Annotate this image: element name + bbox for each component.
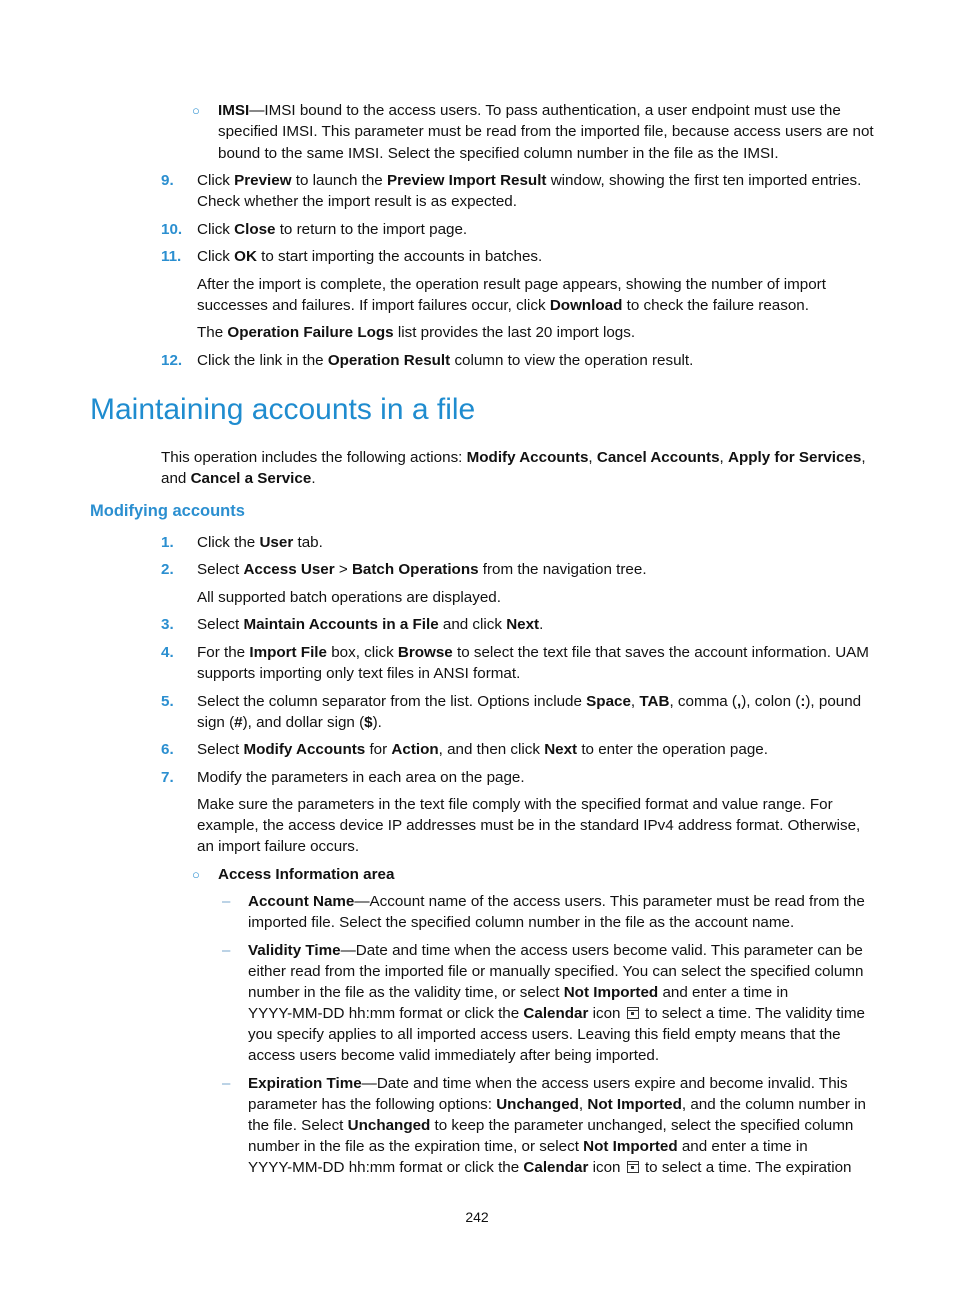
step-number: 11. (161, 248, 182, 265)
calendar-icon (627, 1007, 639, 1019)
dash-bullet-icon: – (222, 942, 231, 959)
step-number: 9. (161, 172, 174, 189)
expiration-line-5: YYYY-MM-DD hh:mm format or click the Calendar icon to select a time. The expiration (248, 1159, 852, 1176)
step-6-line: Select Modify Accounts for Action, and then click Next to enter the operation page. (197, 741, 768, 758)
step-number: 1. (161, 534, 174, 551)
page-number: 242 (465, 1209, 489, 1225)
intro-line-2: and Cancel a Service. (161, 470, 316, 487)
access-heading: Access Information area (218, 866, 395, 883)
step-number: 10. (161, 221, 183, 238)
expiration-line-4: number in the file as the expiration time, or select Not Imported and enter a time in (248, 1138, 808, 1155)
step-12-line: Click the link in the Operation Result column to view the operation result. (197, 352, 694, 369)
step-3-line: Select Maintain Accounts in a File and click Next. (197, 616, 544, 633)
validity-line-6: access users become valid immediately after being imported. (248, 1047, 660, 1064)
intro-line-1: This operation includes the following actions: Modify Accounts, Cancel Accounts, Apply for Services, (161, 449, 866, 466)
step-5-line-1: Select the column separator from the list. Options include Space, TAB, comma (,), colon (:), pound (197, 693, 862, 710)
step-4-line-2: supports importing only text files in ANSI format. (197, 665, 521, 682)
step-11-para-1: After the import is complete, the operation result page appears, showing the number of import (197, 276, 826, 293)
step-2-para: All supported batch operations are displayed. (197, 589, 501, 606)
dash-bullet-icon: – (222, 893, 231, 910)
step-number: 2. (161, 561, 174, 578)
step-9-line-1: Click Preview to launch the Preview Import Result window, showing the first ten imported entries. (197, 172, 862, 189)
expiration-line-2: parameter has the following options: Unchanged, Not Imported, and the column number in (248, 1096, 866, 1113)
section-title: Maintaining accounts in a file (90, 393, 476, 426)
step-11-para-3: The Operation Failure Logs list provides the last 20 import logs. (197, 324, 636, 341)
expiration-line-3: the file. Select Unchanged to keep the parameter unchanged, select the specified column (248, 1117, 854, 1134)
step-number: 6. (161, 741, 174, 758)
imsi-line-1: IMSI—IMSI bound to the access users. To pass authentication, a user endpoint must use the (218, 102, 841, 119)
expiration-line-1: Expiration Time—Date and time when the access users expire and become invalid. This (248, 1075, 848, 1092)
step-number: 3. (161, 616, 174, 633)
step-7-para-1: Make sure the parameters in the text file comply with the specified format and value range. For (197, 796, 833, 813)
step-number: 7. (161, 769, 174, 786)
circle-bullet-icon: ○ (192, 867, 200, 882)
account-name-line-2: imported file. Select the specified column number in the file as the account name. (248, 914, 795, 931)
imsi-line-2: specified IMSI. This parameter must be read from the imported file, because access users are not (218, 123, 874, 140)
validity-line-4: YYYY-MM-DD hh:mm format or click the Calendar icon to select a time. The validity time (248, 1005, 865, 1022)
imsi-line-3: bound to the same IMSI. Select the specified column number in the file as the IMSI. (218, 145, 779, 162)
validity-line-3: number in the file as the validity time, or select Not Imported and enter a time in (248, 984, 789, 1001)
step-7-para-3: an import failure occurs. (197, 838, 360, 855)
step-number: 12. (161, 352, 183, 369)
step-2-line: Select Access User > Batch Operations from the navigation tree. (197, 561, 647, 578)
step-4-line-1: For the Import File box, click Browse to select the text file that saves the account information. UAM (197, 644, 869, 661)
dash-bullet-icon: – (222, 1075, 231, 1092)
step-number: 4. (161, 644, 174, 661)
subsection-title: Modifying accounts (90, 502, 245, 520)
validity-line-5: you specify applies to all imported access users. Leaving this field empty means that the (248, 1026, 841, 1043)
circle-bullet-icon: ○ (192, 103, 200, 118)
step-11-para-2: successes and failures. If import failures occur, click Download to check the failure reason. (197, 297, 809, 314)
step-1-line: Click the User tab. (197, 534, 323, 551)
step-11-line: Click OK to start importing the accounts in batches. (197, 248, 543, 265)
step-10-line: Click Close to return to the import page. (197, 221, 468, 238)
validity-line-1: Validity Time—Date and time when the access users become valid. This parameter can be (248, 942, 863, 959)
step-7-line: Modify the parameters in each area on the page. (197, 769, 525, 786)
calendar-icon (627, 1161, 639, 1173)
step-9-line-2: Check whether the import result is as expected. (197, 193, 517, 210)
step-number: 5. (161, 693, 174, 710)
step-5-line-2: sign (#), and dollar sign ($). (197, 714, 382, 731)
account-name-line-1: Account Name—Account name of the access users. This parameter must be read from the (248, 893, 865, 910)
validity-line-2: either read from the imported file or manually specified. You can select the specified column (248, 963, 864, 980)
step-7-para-2: example, the access device IP addresses must be in the standard IPv4 address format. Otherwise, (197, 817, 861, 834)
